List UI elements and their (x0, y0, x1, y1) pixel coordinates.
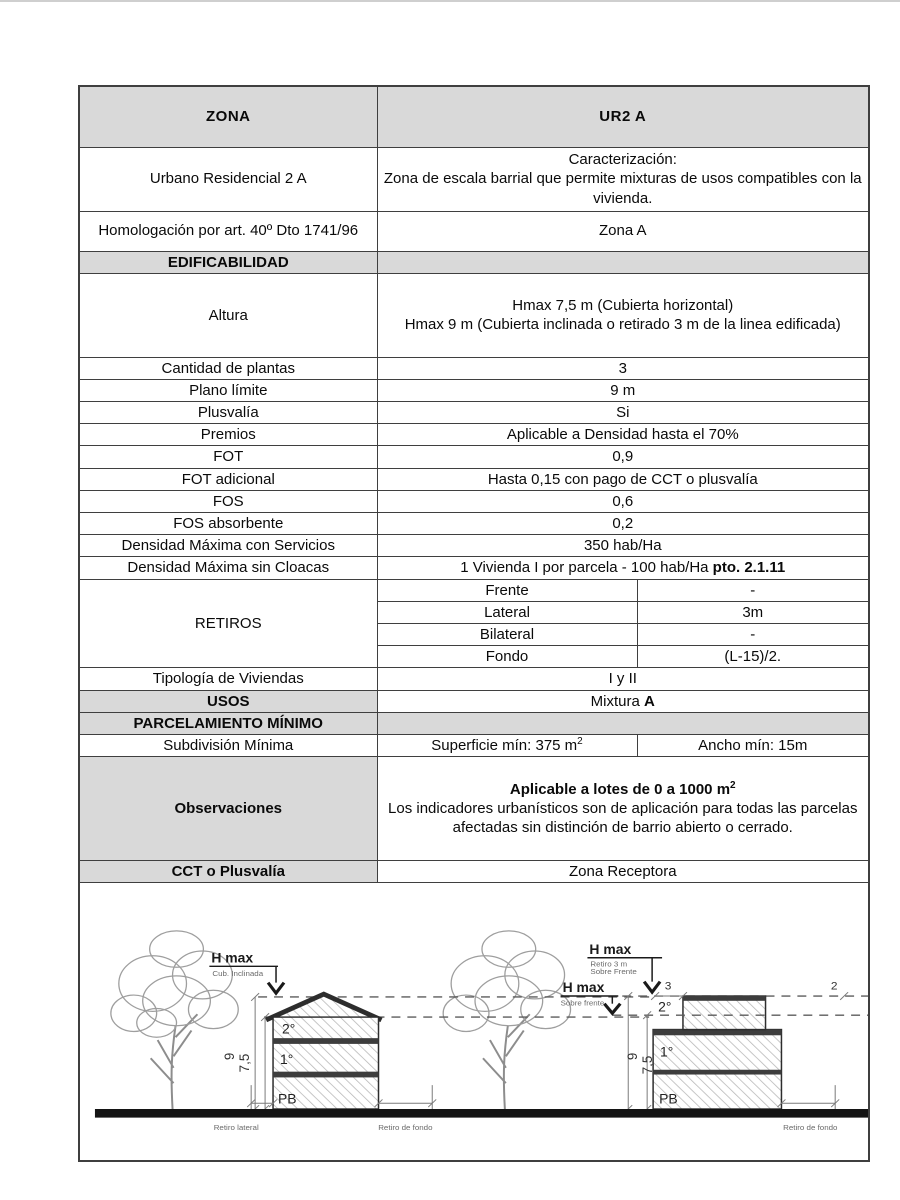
ground-line (95, 1109, 869, 1118)
altura-line1: Hmax 7,5 m (Cubierta horizontal) (512, 297, 734, 314)
retiro-lateral-label: Retiro lateral (213, 1123, 259, 1133)
row-label: FOS (79, 490, 377, 512)
floor-label-2: 2° (658, 999, 672, 1015)
dim-9-label: 9 (222, 1052, 238, 1061)
hmax-label: H max (211, 950, 254, 966)
setback-roof-slab (683, 996, 766, 1001)
retiro-name: Fondo (377, 646, 637, 668)
row-value: Aplicable a Densidad hasta el 70% (377, 424, 869, 446)
caracterizacion-title: Caracterización: (568, 151, 677, 169)
observaciones-bold-text: Aplicable a lotes de 0 a 1000 m (509, 780, 731, 798)
densidad-value-text: 1 Vivienda I por parcela - 100 hab/Ha (460, 559, 713, 577)
building-height-diagram (85, 884, 869, 1154)
arrow-down-icon (268, 983, 284, 994)
row-label: Plusvalía (79, 402, 377, 424)
caracterizacion-text: Zona de escala barrial que permite mixturas de usos compatibles con la vivienda. (383, 170, 862, 207)
floor-label-pb: PB (659, 1091, 678, 1107)
row-value: 0,9 (377, 446, 869, 468)
diagram-cell (79, 883, 869, 1162)
retiro-value: - (637, 623, 869, 645)
left-height-dimensions (251, 993, 269, 1113)
floor-label-pb: PB (278, 1091, 297, 1107)
usos-value-text: Mixtura (590, 692, 644, 710)
row-label: FOT adicional (79, 468, 377, 490)
row-label: Densidad Máxima sin Cloacas (79, 557, 377, 579)
hmax-sublabel: Sobre Frente (590, 967, 637, 977)
retiro-fondo-label: Retiro de fondo (783, 1123, 838, 1133)
hmax-sublabel: Sobre frente (560, 998, 605, 1008)
row-value: 0,2 (377, 513, 869, 535)
row-label: Tipología de Viviendas (79, 668, 377, 690)
hmax-sublabel: Retiro 3 m (590, 959, 628, 969)
right-height-dimensions (624, 992, 651, 1113)
table-row (79, 402, 869, 424)
densidad-value-ref: pto. 2.1.11 (712, 559, 786, 577)
table-row (79, 357, 869, 379)
floor-label-1: 1° (280, 1052, 294, 1068)
row-label: Densidad Máxima con Servicios (79, 535, 377, 557)
roof-gable (268, 994, 379, 1018)
homologacion-value: Zona A (377, 211, 869, 251)
arrow-down-icon (604, 1004, 620, 1014)
table-row (79, 513, 869, 535)
zona-header-cell: ZONA (79, 86, 377, 147)
row-value (377, 557, 869, 579)
dim-2-label: 2 (830, 979, 838, 993)
retiro-name: Bilateral (377, 623, 637, 645)
arrow-down-icon (644, 982, 660, 993)
hmax-annotation-left (209, 951, 284, 993)
hmax-sublabel: Cub. Inclinada (212, 969, 264, 979)
floor-slab (273, 1038, 378, 1044)
table-row (79, 535, 869, 557)
row-value: Si (377, 402, 869, 424)
tree-icon (443, 931, 570, 1109)
retiro-value: 3m (637, 601, 869, 623)
table-row (79, 557, 869, 579)
retiro-name: Frente (377, 579, 637, 601)
row-value: 0,6 (377, 490, 869, 512)
setback-floor (683, 996, 766, 1030)
table-row (79, 690, 869, 712)
table-row (79, 490, 869, 512)
retiro-value: - (637, 579, 869, 601)
altura-line2: Hmax 9 m (Cubierta inclinada o retirado 3 m de la linea edificada) (404, 316, 841, 334)
row-label: Plano límite (79, 379, 377, 401)
row-label: Cantidad de plantas (79, 357, 377, 379)
table-row (79, 734, 869, 756)
hmax-label: H max (562, 980, 605, 996)
zone-description-cell: Urbano Residencial 2 A (79, 147, 377, 211)
superficie-sup: 2 (577, 735, 583, 747)
cct-value: Zona Receptora (377, 861, 869, 883)
caracterizacion-cell (377, 147, 869, 211)
zoning-sheet (78, 85, 870, 1162)
cct-label: CCT o Plusvalía (79, 861, 377, 883)
floor-label-1: 1° (660, 1044, 674, 1060)
parcelamiento-spacer-cell (377, 712, 869, 734)
retiros-label: RETIROS (79, 579, 377, 668)
row-value: 9 m (377, 379, 869, 401)
retiro-value: (L-15)/2. (637, 646, 869, 668)
usos-value (377, 690, 869, 712)
superficie-min-cell (377, 734, 637, 756)
retiro-name: Lateral (377, 601, 637, 623)
zoning-table (78, 85, 870, 1162)
row-value: 350 hab/Ha (377, 535, 869, 557)
row-value: Hasta 0,15 con pago de CCT o plusvalía (377, 468, 869, 490)
floor-slab (653, 1070, 781, 1075)
dim-75-label: 7,5 (639, 1055, 656, 1075)
table-row (79, 668, 869, 690)
altura-label: Altura (79, 273, 377, 357)
retiro-fondo-label: Retiro de fondo (378, 1123, 433, 1133)
page-top-edge (0, 0, 900, 2)
observaciones-bold-sup: 2 (730, 779, 736, 791)
row-label: FOT (79, 446, 377, 468)
zone-code-cell: UR2 A (377, 86, 869, 147)
observaciones-value (377, 757, 869, 861)
parcelamiento-header: PARCELAMIENTO MÍNIMO (79, 712, 377, 734)
altura-value (377, 273, 869, 357)
usos-header: USOS (79, 690, 377, 712)
observaciones-text: Los indicadores urbanísticos son de aplicación para todas las parcelas afectadas sin distinción de barrio abierto o cerrado. (388, 799, 858, 837)
homologacion-label: Homologación por art. 40º Dto 1741/96 (79, 211, 377, 251)
table-row (79, 579, 869, 601)
table-row (79, 446, 869, 468)
table-row (79, 379, 869, 401)
dim-9-label: 9 (624, 1052, 641, 1061)
usos-value-code: A (644, 692, 655, 710)
observaciones-bold-line (383, 780, 864, 799)
dim-3-label: 3 (664, 979, 672, 993)
edificabilidad-spacer-cell (377, 251, 869, 273)
building-right-section (653, 996, 781, 1109)
hmax-label: H max (589, 942, 632, 958)
superficie-min-text: Superficie mín: 375 m (431, 736, 578, 754)
row-value: 3 (377, 357, 869, 379)
row-label: Premios (79, 424, 377, 446)
row-value: I y II (377, 668, 869, 690)
roof-slab (653, 1030, 781, 1036)
table-row (79, 861, 869, 883)
observaciones-label: Observaciones (79, 757, 377, 861)
dim-75-label: 7,5 (236, 1053, 253, 1073)
row-label: FOS absorbente (79, 513, 377, 535)
ancho-min-cell: Ancho mín: 15m (637, 734, 869, 756)
subdivision-label: Subdivisión Mínima (79, 734, 377, 756)
floor-slab (273, 1072, 378, 1078)
building-left-section (266, 994, 381, 1109)
edificabilidad-header: EDIFICABILIDAD (79, 251, 377, 273)
table-row (79, 468, 869, 490)
floor-label-2: 2° (281, 1021, 296, 1037)
table-row (79, 424, 869, 446)
